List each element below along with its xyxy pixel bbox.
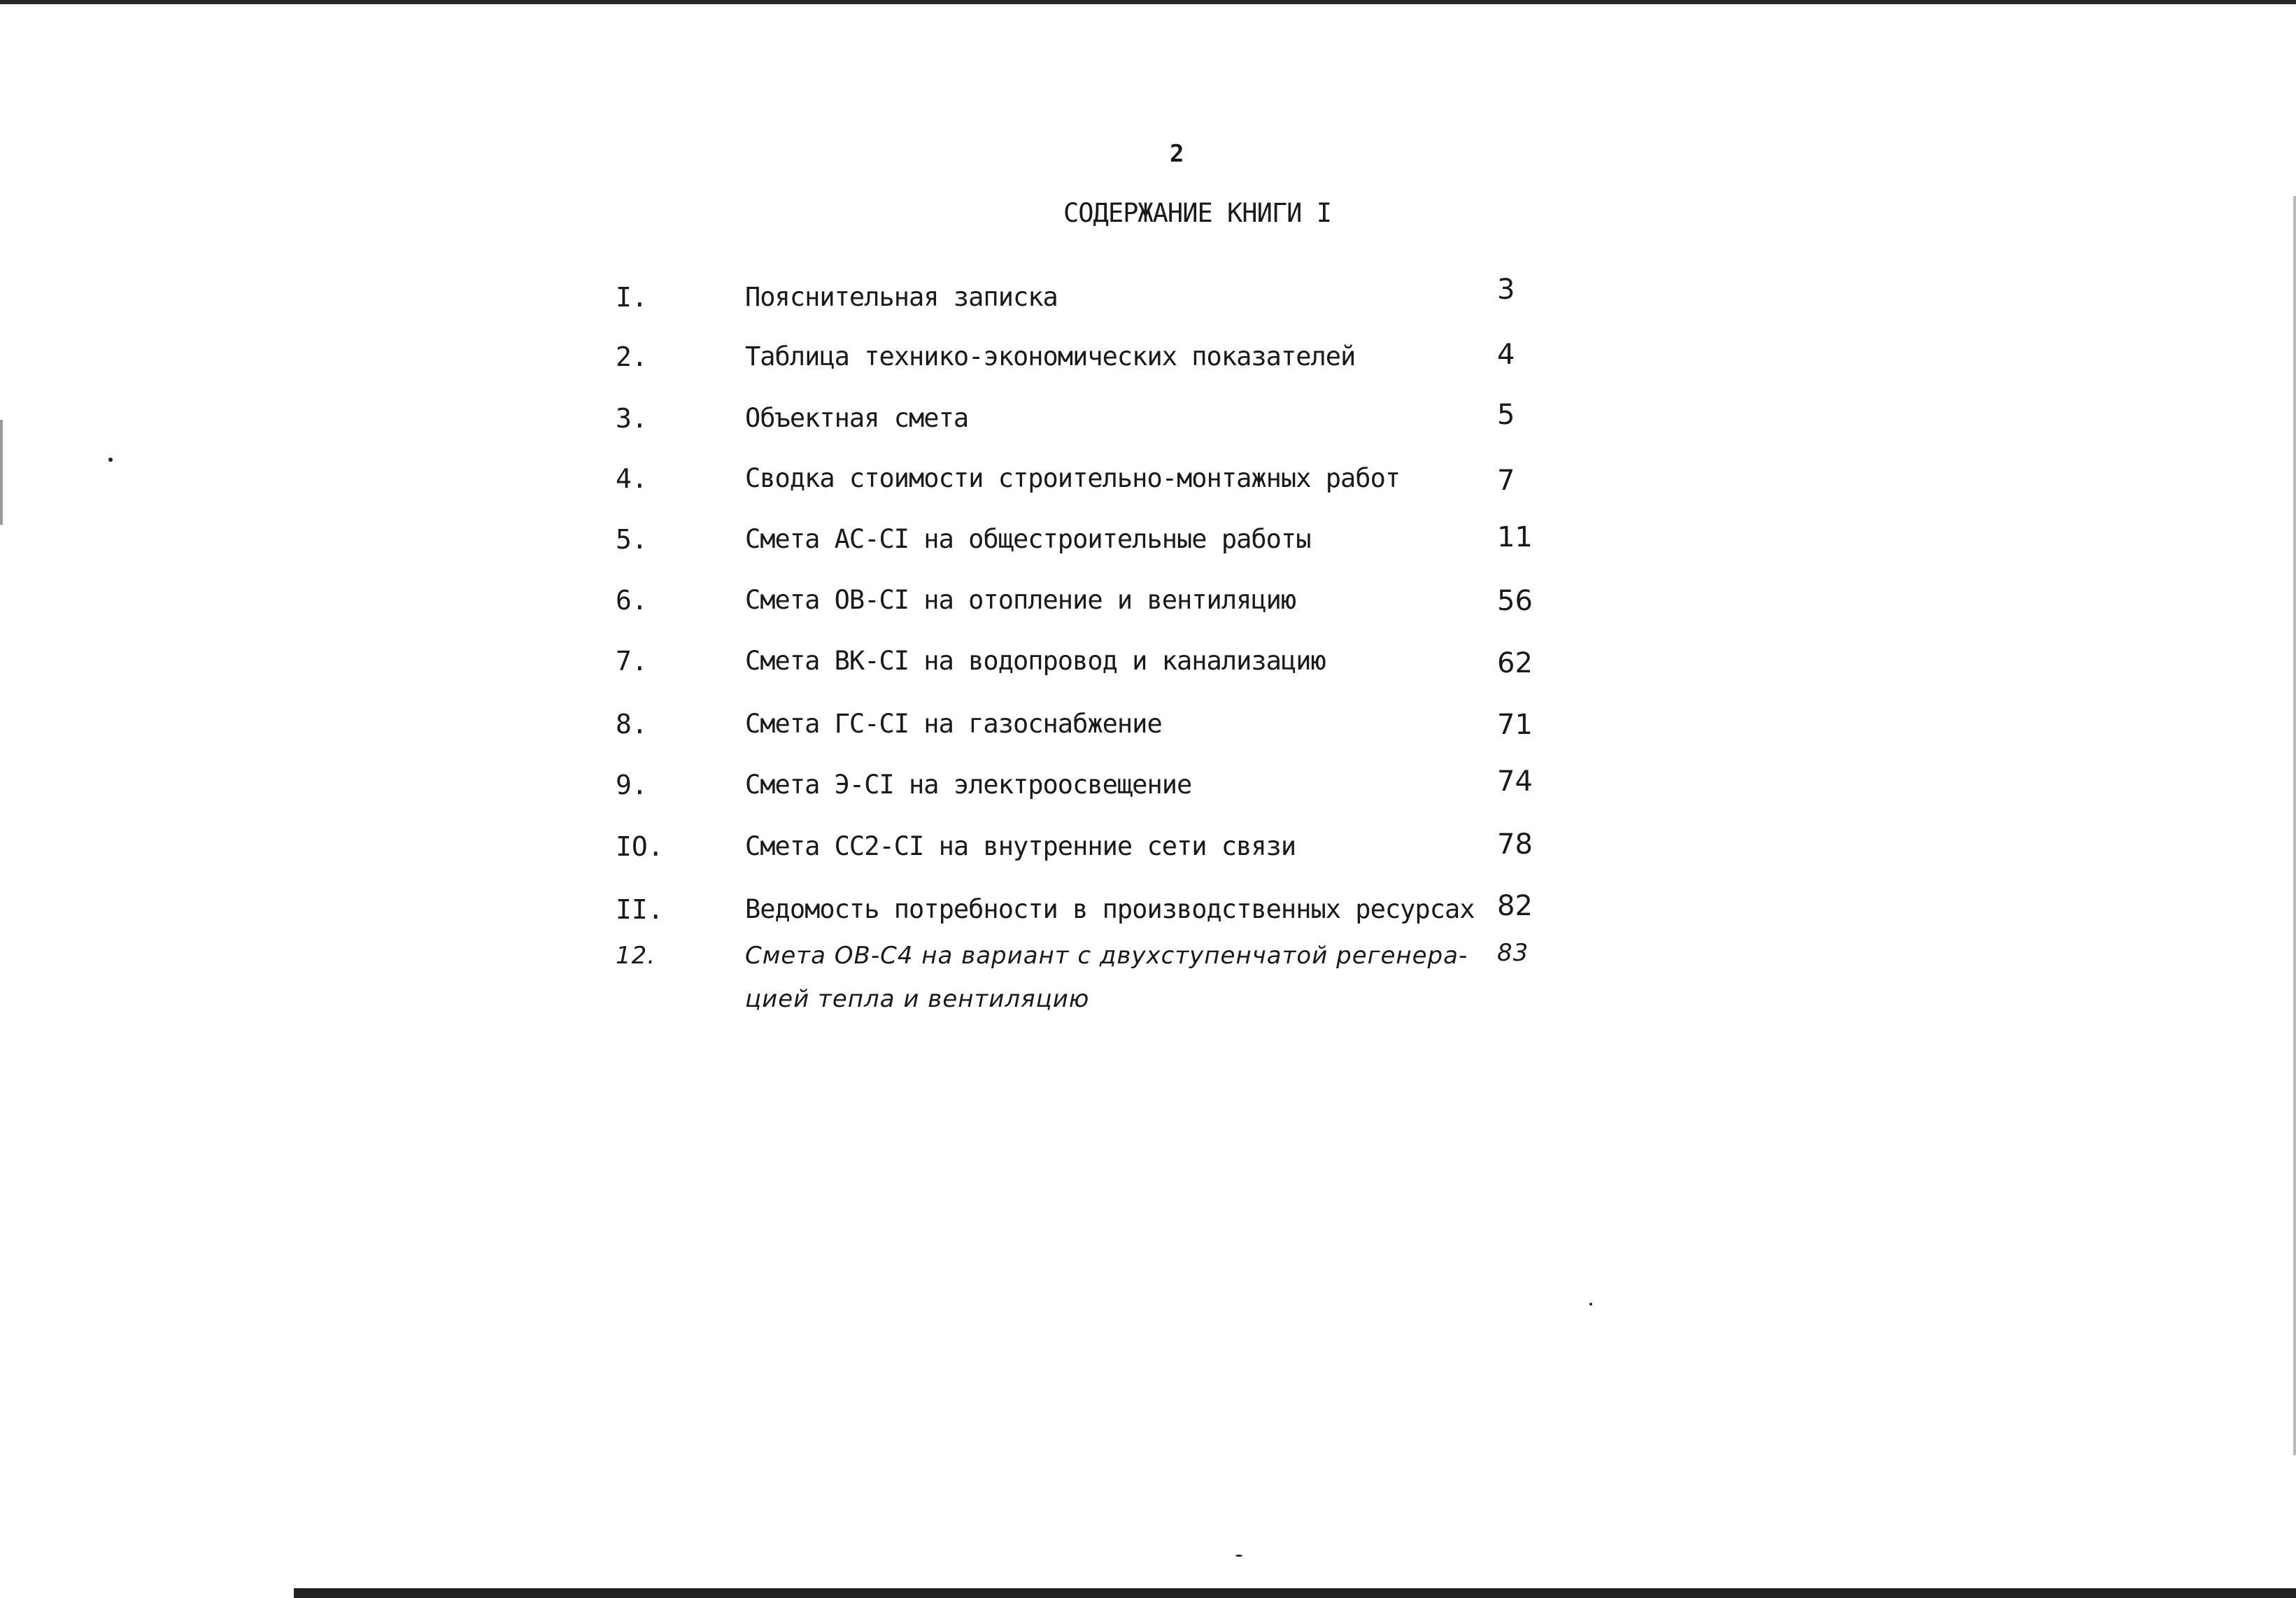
toc-entry-page: 7 bbox=[1497, 465, 1515, 497]
toc-entry bbox=[0, 828, 2296, 873]
scan-speck bbox=[108, 458, 113, 462]
toc-entry-page: 62 bbox=[1497, 647, 1533, 679]
toc-entry-title: Смета АС-СI на общестроительные работы bbox=[745, 524, 1311, 554]
toc-entry bbox=[0, 890, 2296, 936]
toc-entry-page: 4 bbox=[1497, 339, 1515, 371]
toc-entry-page: 56 bbox=[1497, 585, 1533, 617]
toc-entry-page: 78 bbox=[1497, 828, 1533, 861]
toc-entry-title: Смета ОВ-С4 на вариант с двухступенчатой регенера- bbox=[745, 942, 1468, 970]
toc-entry-number: 5. bbox=[616, 524, 648, 555]
scan-edge-right bbox=[2293, 196, 2296, 1455]
toc-entry-page: 11 bbox=[1497, 521, 1533, 553]
toc-entry-title: Объектная смета bbox=[745, 403, 969, 433]
toc-entry-title: Пояснительная записка bbox=[745, 282, 1058, 312]
toc-entry bbox=[0, 463, 2296, 505]
toc-entry-number: IO. bbox=[616, 831, 664, 862]
toc-entry-title: Ведомость потребности в производственных ресурсах bbox=[745, 894, 1475, 924]
toc-entry-page: 71 bbox=[1497, 709, 1533, 741]
page-title: СОДЕРЖАНИЕ КНИГИ I bbox=[1063, 198, 1331, 228]
toc-entry-number: 9. bbox=[616, 770, 648, 800]
toc-entry bbox=[0, 341, 2296, 383]
toc-entry-number: 8. bbox=[616, 709, 648, 740]
scan-speck bbox=[1589, 1303, 1592, 1306]
toc-entry-page: 5 bbox=[1497, 399, 1515, 431]
toc-entry-title: Смета ВК-СI на водопровод и канализацию bbox=[745, 646, 1326, 676]
toc-entry bbox=[0, 646, 2296, 688]
toc-entry-number: 12. bbox=[616, 942, 656, 970]
toc-entry-title: Смета СС2-СI на внутренние сети связи bbox=[745, 831, 1296, 861]
toc-entry-title: Сводка стоимости строительно-монтажных работ bbox=[745, 463, 1401, 493]
toc-entry-number: I. bbox=[616, 282, 648, 313]
scan-edge-top bbox=[0, 0, 2296, 4]
toc-entry-title: Смета ГС-СI на газоснабжение bbox=[745, 709, 1162, 739]
toc-entry bbox=[0, 521, 2296, 566]
toc-entry bbox=[0, 765, 2296, 812]
toc-entry bbox=[0, 399, 2296, 445]
toc-entry-page: 3 bbox=[1497, 274, 1515, 306]
scan-speck bbox=[1235, 1555, 1242, 1557]
toc-entry-page: 82 bbox=[1497, 890, 1533, 922]
toc-entry-title-continued: цией тепла и вентиляцию bbox=[745, 985, 1090, 1013]
scan-edge-bottom bbox=[294, 1588, 2296, 1598]
toc-entry-title: Таблица технико-экономических показателей bbox=[745, 341, 1356, 372]
toc-entry-number: II. bbox=[616, 894, 664, 925]
toc-entry-number: 3. bbox=[616, 403, 648, 434]
toc-entry bbox=[0, 709, 2296, 751]
toc-entry-title: Смета ОВ-СI на отопление и вентиляцию bbox=[745, 585, 1296, 615]
toc-entry-page: 83 bbox=[1497, 939, 1529, 967]
page-number: 2 bbox=[1170, 140, 1184, 168]
toc-entry-page: 74 bbox=[1497, 765, 1533, 798]
toc-entry bbox=[0, 585, 2296, 627]
toc-entry bbox=[0, 939, 2296, 1033]
toc-entry-title: Смета Э-СI на электроосвещение bbox=[745, 770, 1192, 800]
toc-entry-number: 7. bbox=[616, 646, 648, 677]
toc-entry-number: 6. bbox=[616, 585, 648, 616]
toc-entry-number: 4. bbox=[616, 463, 648, 494]
toc-entry bbox=[0, 274, 2296, 324]
toc-entry-number: 2. bbox=[616, 341, 648, 372]
